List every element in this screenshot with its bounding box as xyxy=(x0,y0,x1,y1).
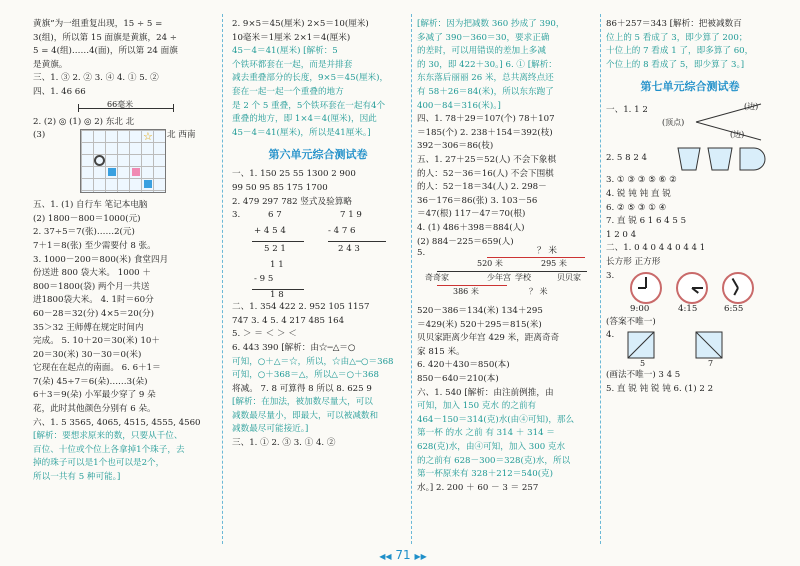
text-line: ＝185(个) 2. 238＋154＝392(枝) xyxy=(417,127,553,138)
clock-time-label: 4:15 xyxy=(678,303,698,314)
column-divider xyxy=(222,14,223,544)
q3-label: 3. xyxy=(232,210,241,221)
text-line: 长方形 正方形 xyxy=(606,256,661,267)
text-line: 6. 443 390 [解析：由☆─△＝○ xyxy=(232,342,356,353)
q2-answers: 2. 5 8 2 4 xyxy=(606,153,647,164)
text-line: 20＝30(米) 30－30＝0(米) xyxy=(33,349,142,360)
route-question-top: ？ 米 xyxy=(537,246,557,257)
annotation-line: 400－84＝316(米)。] xyxy=(417,100,501,111)
route-seg1: 520 米 xyxy=(477,259,503,269)
place-beibei-home: 贝贝家 xyxy=(557,273,581,283)
place-qiqi-home: 奇奇家 xyxy=(425,273,449,283)
text-line: 5. ＞ ＝ ＜ ＞ ＜ xyxy=(232,329,297,340)
text-line: 35＞32 王师傅在规定时间内 xyxy=(33,322,144,333)
text-line: 花，此时其他颜色分别有 6 朵。 xyxy=(33,404,156,415)
text-line: 747 3. 4 5. 4 217 485 164 xyxy=(232,315,345,326)
column-1 xyxy=(33,18,208,546)
annotation-line: 的 30，即 422＋30。] 6. ① [解析： xyxy=(417,59,557,70)
page-number xyxy=(368,548,438,562)
ruler-label: 66毫米 xyxy=(107,99,134,109)
annotation-line: 个位上的 8 看成了 5，即少算了 3。] xyxy=(606,59,745,70)
text-line: 6＋3＝9(朵) 小军最少穿了 9 朵 xyxy=(33,390,156,401)
shapes-diagram xyxy=(676,146,772,172)
figure-count: 7 xyxy=(708,359,714,369)
text-line: 它现在在起点的南面。 6. 6＋1＝ xyxy=(33,363,161,374)
text-line: 贝贝家距离少年宫 429 米，距离奇奇 xyxy=(417,333,560,344)
annotation-line: 是 2 个 5 重叠，5个铁环套在一起有4个 xyxy=(232,100,386,111)
text-line: 份送进 800 袋大米。 1000 ＋ xyxy=(33,268,151,279)
text-line: 一、1. 150 25 55 1300 2 900 xyxy=(232,169,356,180)
shape-row xyxy=(606,146,774,174)
text-line: 99 50 95 85 175 1700 xyxy=(232,182,328,193)
annotation-line: 464－150＝314(克)水(由④可知)，那么 xyxy=(417,414,575,425)
section-3-answers: 三、1. ③ 2. ② 3. ④ 4. ① 5. ② xyxy=(33,73,159,84)
text-line: 1 2 0 4 xyxy=(606,229,637,240)
annotation-line: 第一杯原来有 328＋212＝540(克) xyxy=(417,469,553,480)
text-line: 800＝1800(袋) 两个月一共送 xyxy=(33,281,150,292)
angle-edge-label: (边) xyxy=(730,130,745,140)
calc-c-diff: 1 8 xyxy=(270,290,284,301)
text-line: 六、1. 5 3565, 4065, 4515, 4555, 4560 xyxy=(33,417,201,428)
route-diagram xyxy=(417,246,593,305)
text-line: 二、1. 354 422 2. 952 105 1157 xyxy=(232,302,370,313)
calc-a-row1: 6 7 xyxy=(268,210,282,221)
annotation-line: 45－4＝41(厘米) [解析：5 xyxy=(232,46,338,57)
text-line: 7(朵) 45÷7＝6(朵)……3(朵) xyxy=(33,376,148,387)
ruler-figure xyxy=(33,100,208,116)
annotation-line: [解析：因为把减数 360 抄成了 390， xyxy=(417,19,565,29)
text-line: 完成。 5. 10＋20＝30(米) 10＋ xyxy=(33,336,160,347)
q3-answers: 3. ① ③ ③ ⑤ ⑥ ② xyxy=(606,175,677,186)
q4-answers: 4. 锐 钝 钝 直 锐 xyxy=(606,188,671,199)
annotation-line: 多减了 390－360＝30，要求正确 xyxy=(417,32,550,43)
text-line: (2) 1800－800＝1000(元) xyxy=(33,213,141,224)
text-line: 7＋1＝8(张) 至少需要付 8 张。 xyxy=(33,240,156,251)
route-seg3: 386 米 xyxy=(453,287,479,297)
text-line: 4. (1) 486＋398＝884(人) xyxy=(417,222,525,233)
section-3-answers: 三、1. ① 2. ③ 3. ① 4. ② xyxy=(232,438,336,449)
text-line: 的人：52－18＝34(人) 2. 298－ xyxy=(417,182,547,193)
text-line: 520－386＝134(米) 134＋295 xyxy=(417,306,543,317)
column-divider xyxy=(600,14,601,544)
annotation-line: 可知，○＋△＝☆，所以，☆由△─○＝368 xyxy=(232,356,394,367)
calc-a-sum: 5 2 1 xyxy=(264,244,286,255)
annotation-line: 第一杯 的水 之前 有 314 ＋ 314 ＝ xyxy=(417,428,555,439)
annotation-line: [解析：在加法，被加数尽量大，可以 xyxy=(232,397,373,408)
vertical-calculations xyxy=(232,209,404,301)
clock-time-label: 9:00 xyxy=(630,303,650,314)
text-line: 36－176＝86(张) 3. 103－56 xyxy=(417,195,538,206)
route-seg4: ？ 米 xyxy=(529,287,548,297)
text-line: 2. 9×5＝45(厘米) 2×5＝10(厘米) xyxy=(232,19,369,29)
text-line: 2. 37÷5＝7(张)……2(元) xyxy=(33,227,135,238)
text-line: 六、1. 540 [解析：由注前例推，由 xyxy=(417,387,554,398)
q1-label: 一、1. 1 2 xyxy=(606,105,648,116)
text-line: 水。] 2. 200 ＋ 60 － 3 ＝ 257 xyxy=(417,482,539,493)
text-line: 60－28＝32(分) 4×5＝20(分) xyxy=(33,308,154,319)
calc-b-row2: - 4 7 6 xyxy=(328,226,356,237)
annotation-line: 减数最尽量小，即最大，可以被减数和 xyxy=(232,410,379,421)
text-line: 3. 1000－200＝800(米) 食堂四月 xyxy=(33,254,169,265)
calc-b-row1: 7 1 9 xyxy=(340,210,362,221)
text-line: 5. 直 锐 钝 锐 钝 6. (1) 2 2 xyxy=(606,383,714,394)
annotation-line: 有 58＋26＝84(米)，所以东东跑了 xyxy=(417,86,554,97)
text-line: (2) 884－225＝659(人) xyxy=(417,236,514,247)
clock-icon xyxy=(676,272,708,304)
column-4 xyxy=(606,18,774,546)
direction-label: 北 西南 xyxy=(167,130,196,141)
text-line: 进1800袋大米。 4. 1时＝60分 xyxy=(33,295,154,306)
annotation-line: 掉的珠子可以是1个也可以是2个， xyxy=(33,458,165,469)
column-3 xyxy=(417,18,593,546)
annotation-line: 位上的 5 看成了 3，即少算了 200； xyxy=(606,32,748,43)
clock-icon xyxy=(722,272,754,304)
answer-note: (画法不唯一) 3 4 5 xyxy=(606,370,681,381)
pink-square-icon xyxy=(132,168,140,176)
q4-label: 4. xyxy=(606,330,615,341)
annotation-line: 套在一起一起一个重叠的地方 xyxy=(232,86,344,97)
annotation-line: 可知，加入 150 克水 的之前有 xyxy=(417,401,537,412)
annotation-line: 重叠的地方，即 1×4＝4(厘米)，因此 xyxy=(232,114,377,125)
column-2 xyxy=(232,18,404,546)
text-line: 6. ② ⑤ ③ ① ④ xyxy=(606,202,667,213)
place-school: 学校 xyxy=(515,273,531,283)
text-line: ＝429(米) 520＋295＝815(米) xyxy=(417,319,542,330)
annotation-line: 628(克)水，由④可知，加入 300 克水 xyxy=(417,442,566,453)
left-arrow-icon: ◀◀ xyxy=(379,552,392,561)
annotation-line: 45－4＝41(厘米)，所以是41厘米。] xyxy=(232,127,371,138)
q3-label: 3. xyxy=(606,270,615,281)
text-line: 5 = 4(组)……4(面)，所以第 24 面旗 xyxy=(33,46,178,57)
blue-square-icon xyxy=(144,180,152,188)
angle-edge-label: (边) xyxy=(744,102,759,112)
annotation-line: [解析：要想求原来的数，只要从千位、 xyxy=(33,431,183,442)
calc-a-row2: + 4 5 4 xyxy=(254,226,286,237)
q5-label: 5. xyxy=(417,248,426,259)
clock-icon xyxy=(630,272,662,304)
section-4-answers: 四、1. 46 66 xyxy=(33,86,86,97)
text-line: ＝47(根) 117－47＝70(根) xyxy=(417,209,526,220)
annotation-line: 所以一共有 5 种可能。] xyxy=(33,472,121,483)
calc-b-diff: 2 4 3 xyxy=(338,244,360,255)
angle-figure xyxy=(606,100,774,146)
section-4-q2: 2. (2) ◎ (1) ◎ 2) 东北 北 xyxy=(33,116,135,127)
section-title: 第六单元综合测试卷 xyxy=(268,148,368,162)
text-line: 五、1. (1) 自行车 笔记本电脑 xyxy=(33,200,148,211)
route-seg2: 295 米 xyxy=(541,259,567,269)
grid-figure xyxy=(33,129,208,199)
text-line: 是黄旗。 xyxy=(33,59,68,70)
text-line: 850－640＝210(本) xyxy=(417,374,499,385)
text-line: 四、1. 78＋29＝107(个) 78＋107 xyxy=(417,114,555,125)
clock-time-label: 6:55 xyxy=(724,303,744,314)
text-line: 家 815 米。 xyxy=(417,346,465,357)
answer-note: (答案不唯一) xyxy=(606,316,656,327)
annotation-line: 东东落后丽丽 26 米，总共离终点还 xyxy=(417,73,554,84)
text-line: 黄旗”为一组重复出现，15 ÷ 5 = xyxy=(33,19,163,29)
right-arrow-icon: ▶▶ xyxy=(414,552,427,561)
calc-c-row1: 1 1 xyxy=(270,260,284,271)
annotation-line: 十位上的 7 看成 1 了，即多算了 60， xyxy=(606,46,754,57)
ring-icon xyxy=(94,155,105,166)
text-line: 将减。 7. 8 可算得 8 所以 8. 625 9 xyxy=(232,383,372,394)
annotation-line: 可知，○＋368＝△，所以△＝○＋368 xyxy=(232,370,379,381)
section-title: 第七单元综合测试卷 xyxy=(640,80,740,94)
calc-c-row2: - 9 5 xyxy=(254,274,274,285)
text-line: 10毫米＝1厘米 2×1＝4(厘米) xyxy=(232,32,351,43)
page-number-value: 71 xyxy=(395,548,411,562)
text-line: 86＋257＝343 [解析：把被减数百 xyxy=(606,19,742,29)
annotation-line: 减去重叠部分的长度，9×5＝45(厘米)， xyxy=(232,73,389,84)
annotation-line: 减数最尽可能接近。] xyxy=(232,424,309,435)
annotation-line: 百位、十位或个位上各拿掉1个珠子，去 xyxy=(33,444,185,455)
text-line: 二、1. 0 4 0 4 4 0 4 4 1 xyxy=(606,243,706,254)
place-youth-palace: 少年宫 xyxy=(487,273,511,283)
grid-label: (3) xyxy=(33,130,46,141)
annotation-line: 个铁环都套在一起，而是并排套 xyxy=(232,59,353,70)
angle-vertex-label: (顶点) xyxy=(662,118,685,128)
column-divider xyxy=(411,14,412,544)
figure-count: 5 xyxy=(640,359,646,369)
blue-square-icon xyxy=(108,168,116,176)
text-line: 3(组)，所以第 15 面旗是黄旗，24 ÷ xyxy=(33,32,177,43)
text-line: 2. 479 297 782 竖式及验算略 xyxy=(232,196,352,207)
text-line: 6. 420＋430＝850(本) xyxy=(417,360,510,371)
annotation-line: 的差时，可以用错误的差加上多减 xyxy=(417,46,546,57)
text-line: 392－306＝86(枝) xyxy=(417,141,494,152)
clocks-figure xyxy=(606,270,774,316)
text-line: 五、1. 27＋25＝52(人) 不会下象棋 xyxy=(417,154,557,165)
position-grid xyxy=(80,129,166,193)
star-icon: ☆ xyxy=(143,130,153,144)
square-figure xyxy=(606,329,774,369)
annotation-line: 的之前有 628－300＝328(克)水，所以 xyxy=(417,455,571,466)
square-diagram xyxy=(626,331,736,359)
text-line: 的人：52－36＝16(人) 不会下围棋 xyxy=(417,168,554,179)
text-line: 7. 直 锐 6 1 6 4 5 5 xyxy=(606,216,687,227)
